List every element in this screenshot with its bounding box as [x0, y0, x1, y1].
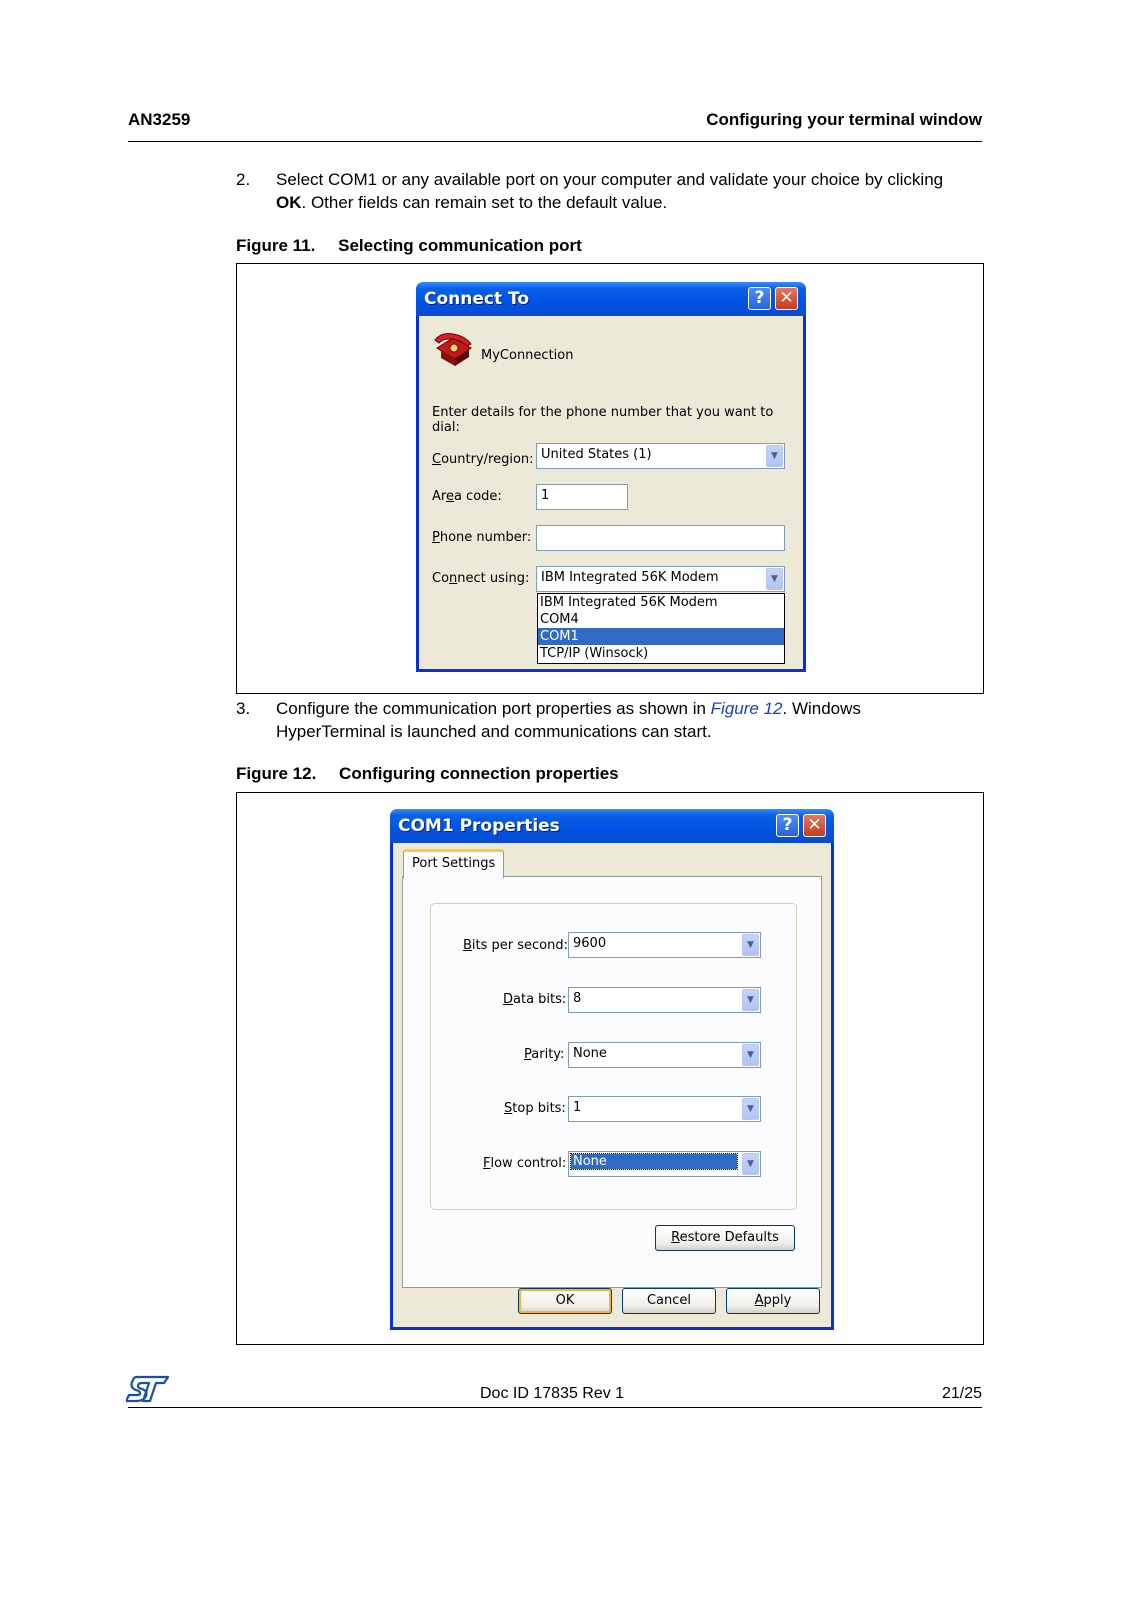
section-title: Configuring your terminal window: [706, 110, 982, 129]
chevron-down-icon[interactable]: ▼: [742, 1044, 759, 1066]
dropdown-option[interactable]: TCP/IP (Winsock): [540, 646, 649, 661]
dialog-title-bar: [390, 809, 834, 843]
doc-id: Doc ID 17835 Rev 1: [480, 1385, 625, 1402]
step-text: Configure the communication port properties as shown in Figure 12. Windows HyperTerminal is launched and communications can start.: [276, 699, 861, 741]
ok-button[interactable]: OK: [518, 1288, 612, 1314]
bits-per-second-label: Bits per second:: [463, 938, 569, 953]
stop-bits-label: Stop bits:: [504, 1101, 566, 1116]
header-rule: [128, 141, 982, 142]
chevron-down-icon[interactable]: ▼: [742, 1098, 759, 1120]
chevron-down-icon[interactable]: ▼: [766, 445, 783, 467]
phone-number-input[interactable]: [536, 525, 785, 551]
instruction-text: Enter details for the phone number that you want to dial:: [432, 405, 774, 435]
page-number: 21/25: [941, 1385, 982, 1402]
stop-bits-select[interactable]: 1 ▼: [568, 1096, 761, 1122]
step-number: 2.: [236, 170, 251, 189]
data-bits-label: Data bits:: [503, 992, 567, 1007]
chevron-down-icon[interactable]: ▼: [766, 568, 783, 590]
dropdown-option-selected[interactable]: COM1: [538, 628, 784, 645]
dialog-title: Connect To: [424, 289, 530, 309]
step-number: 3.: [236, 699, 251, 718]
phone-number-label: Phone number:: [432, 530, 532, 545]
st-logo-icon: [126, 1375, 170, 1403]
cancel-button[interactable]: Cancel: [622, 1288, 716, 1314]
figure-11-caption: Figure 11. Selecting communication port: [236, 236, 582, 255]
dropdown-option[interactable]: IBM Integrated 56K Modem: [540, 595, 718, 610]
footer-rule: [128, 1407, 982, 1408]
connect-using-label: Connect using:: [432, 571, 530, 586]
tab-port-settings[interactable]: Port Settings: [403, 849, 504, 878]
help-button[interactable]: ?: [748, 287, 771, 310]
apply-button[interactable]: Apply: [726, 1288, 820, 1314]
figure-12-link[interactable]: Figure 12: [710, 699, 783, 718]
bits-per-second-select[interactable]: 9600 ▼: [568, 932, 761, 958]
dropdown-option[interactable]: COM4: [540, 612, 579, 627]
country-select[interactable]: United States (1) ▼: [536, 443, 785, 469]
dialog-title: COM1 Properties: [398, 816, 560, 836]
restore-defaults-button[interactable]: Restore Defaults: [655, 1225, 795, 1251]
chevron-down-icon[interactable]: ▼: [742, 989, 759, 1011]
connect-using-select[interactable]: IBM Integrated 56K Modem ▼: [536, 566, 785, 592]
data-bits-select[interactable]: 8 ▼: [568, 987, 761, 1013]
step-text: Select COM1 or any available port on your computer and validate your choice by clicking OK. Other fields can remain set to the default value.: [276, 170, 944, 212]
flow-control-select[interactable]: None ▼: [568, 1151, 761, 1177]
dialog-title-bar: [416, 282, 806, 316]
figure-12-caption: Figure 12. Configuring connection properties: [236, 764, 619, 783]
area-code-label: Area code:: [432, 489, 502, 504]
chevron-down-icon[interactable]: ▼: [742, 934, 759, 956]
country-label: Country/region:: [432, 452, 534, 467]
parity-select[interactable]: None ▼: [568, 1042, 761, 1068]
chevron-down-icon[interactable]: ▼: [742, 1153, 759, 1175]
doc-code: AN3259: [128, 110, 191, 129]
help-button[interactable]: ?: [776, 814, 799, 837]
phone-icon: [431, 330, 475, 370]
connect-to-dialog: [416, 288, 806, 672]
close-button[interactable]: ✕: [775, 287, 798, 310]
area-code-input[interactable]: 1: [536, 484, 628, 510]
close-button[interactable]: ✕: [803, 814, 826, 837]
com1-properties-dialog: [390, 815, 834, 1330]
flow-control-label: Flow control:: [483, 1156, 567, 1171]
parity-label: Parity:: [524, 1047, 565, 1062]
connect-using-dropdown-list: [537, 593, 785, 664]
connection-name: MyConnection: [481, 348, 574, 363]
